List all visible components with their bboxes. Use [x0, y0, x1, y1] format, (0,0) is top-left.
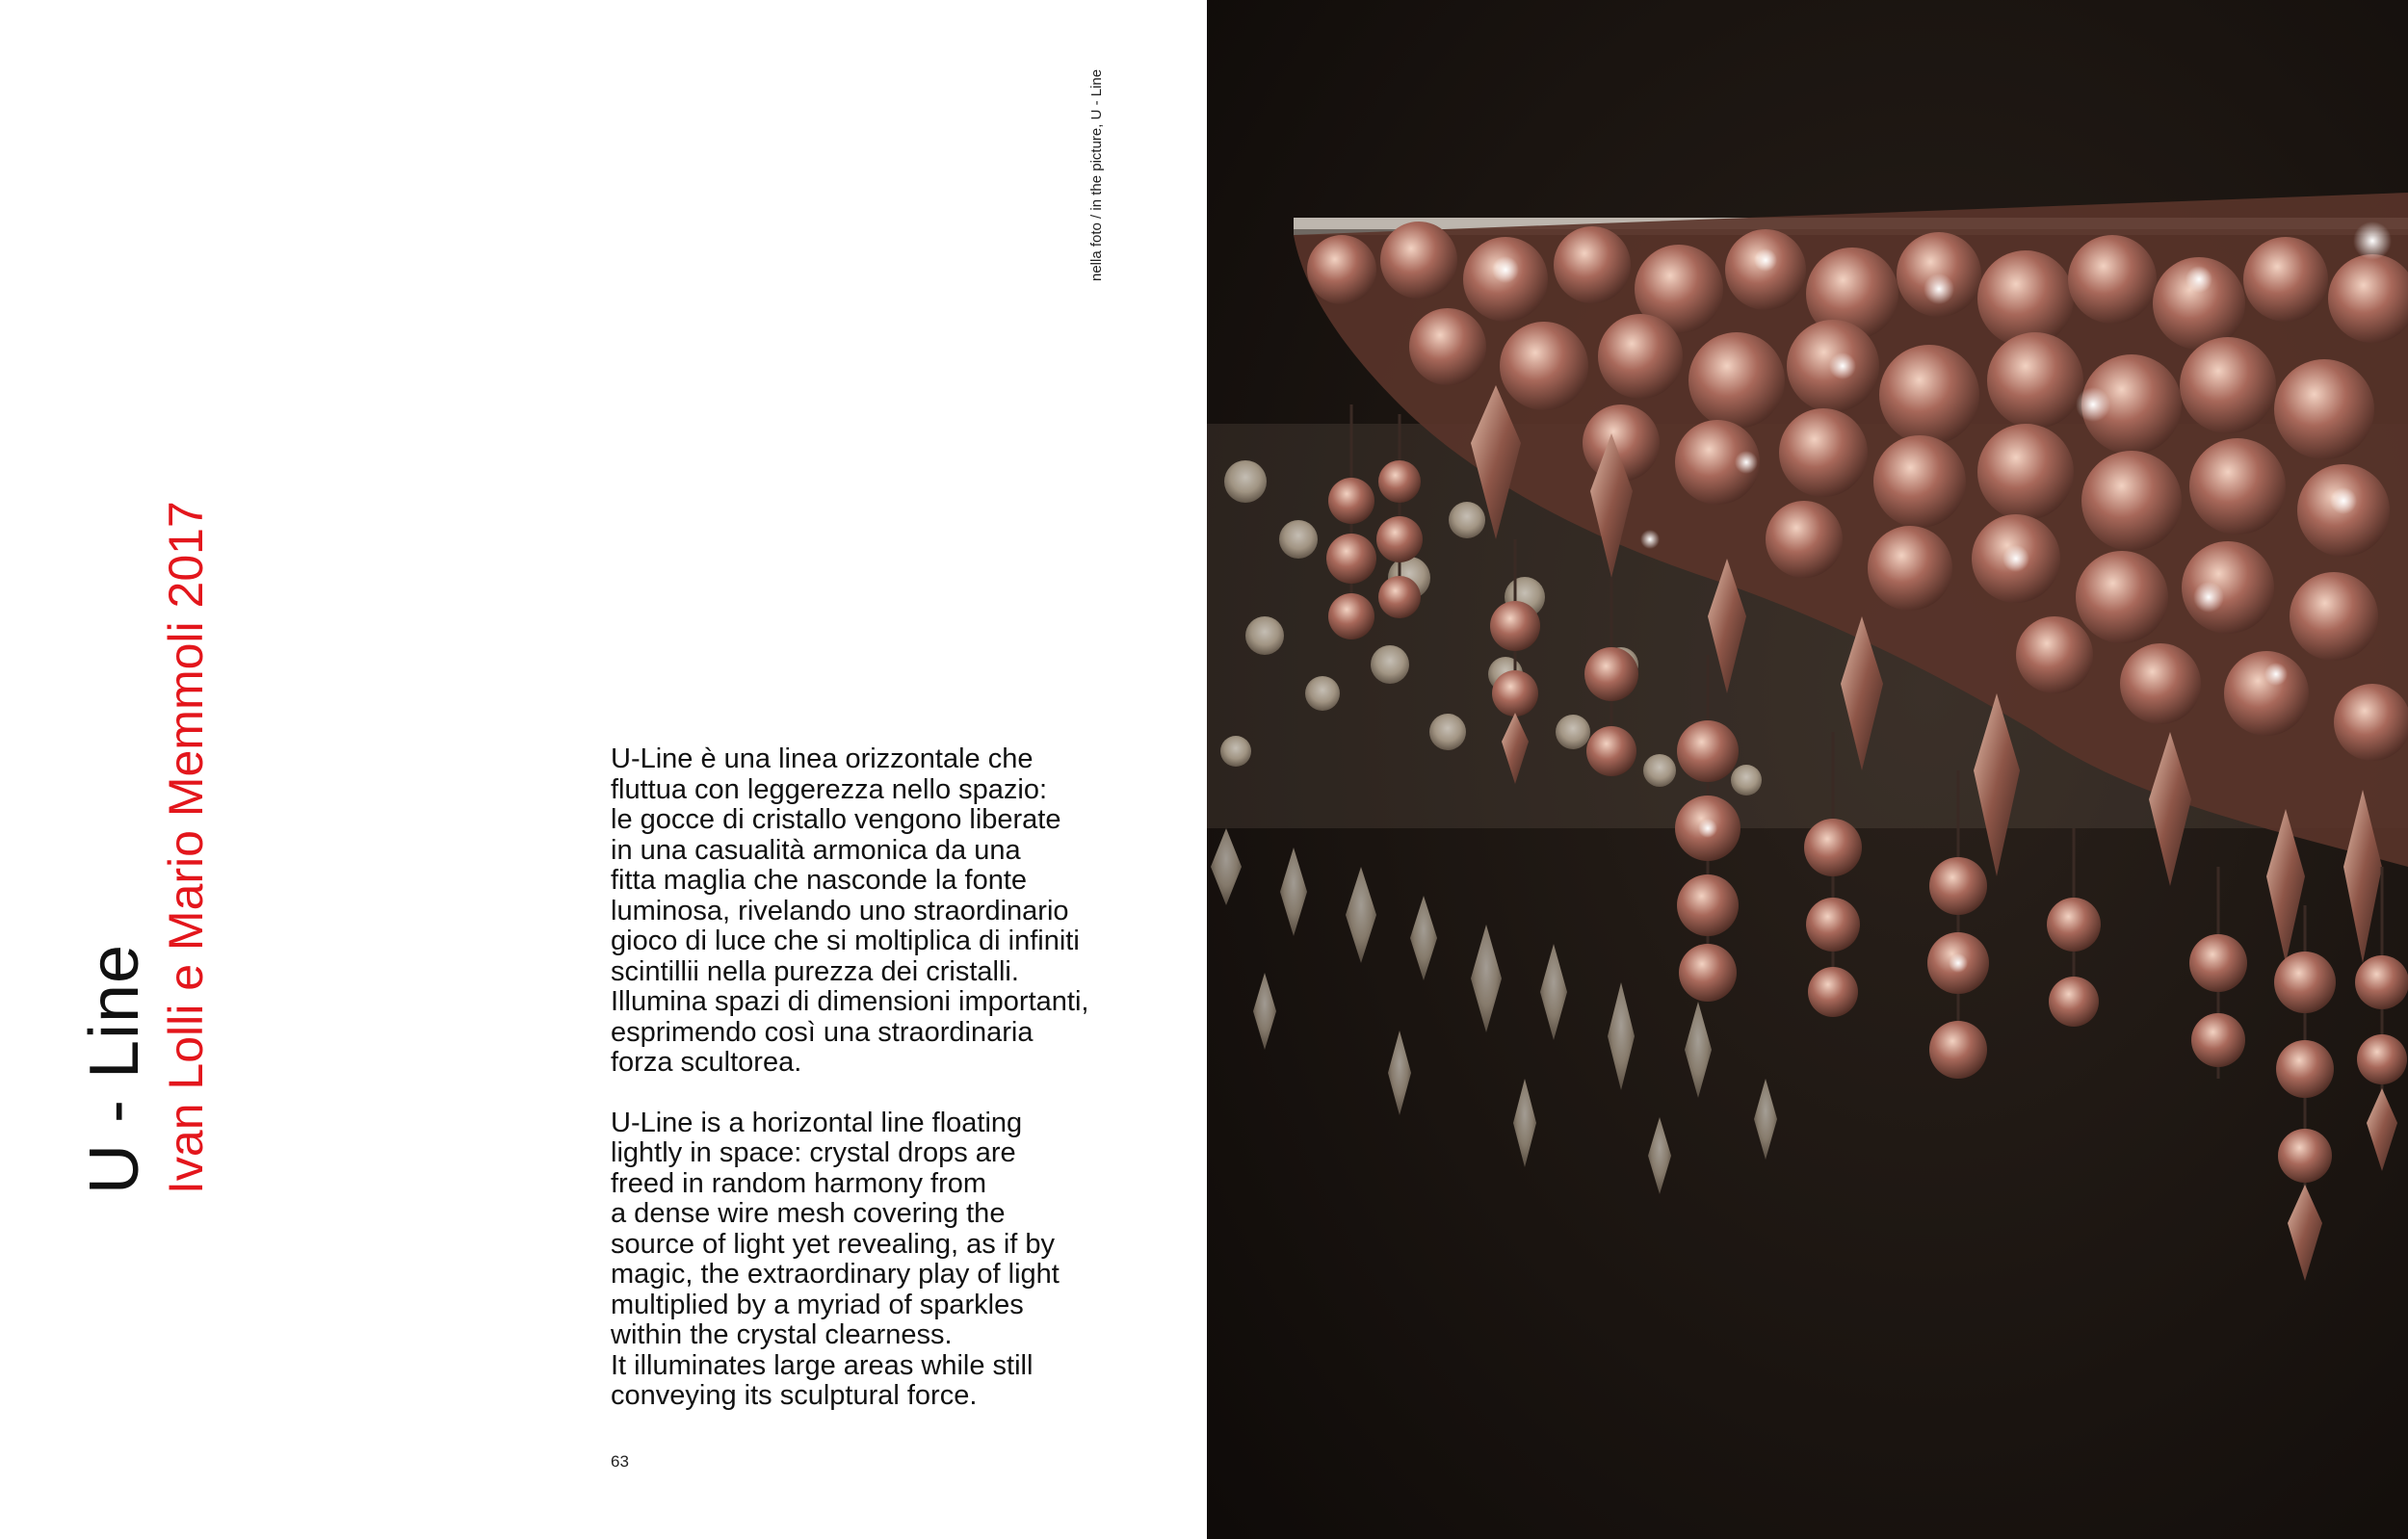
title-block: [73, 501, 216, 1194]
chandelier-photo: [1207, 0, 2408, 1539]
chandelier-illustration: [1207, 0, 2408, 1539]
description-text: [611, 744, 1150, 1412]
product-title: U - Line: [76, 943, 153, 1194]
description-italian: U-Line è una linea orizzontale che fluttua con leggerezza nello spazio: le gocce di cristallo vengono liberate in una casualità armonica da una fitta maglia che nasconde la fonte luminosa, rivelando uno straordinario gioco di luce che si moltiplica di infiniti scintillii nella purezza dei cristalli. Illumina spazi di dimensioni importanti, esprimendo così una straordinaria forza scultorea.: [611, 743, 1089, 1078]
description-english: U-Line is a horizontal line floating lightly in space: crystal drops are freed in random harmony from a dense wire mesh covering the source of light yet revealing, as if by magic, the extraordinary play of light multiplied by a myriad of sparkles within the crystal clearness. It illuminates large areas while still conveying its sculptural force.: [611, 1107, 1060, 1411]
designers-credit: Ivan Lolli e Mario Memmoli 2017: [159, 501, 213, 1194]
photo-caption: nella foto / in the picture, U - Line: [1088, 68, 1105, 281]
page-number: 63: [611, 1452, 629, 1471]
